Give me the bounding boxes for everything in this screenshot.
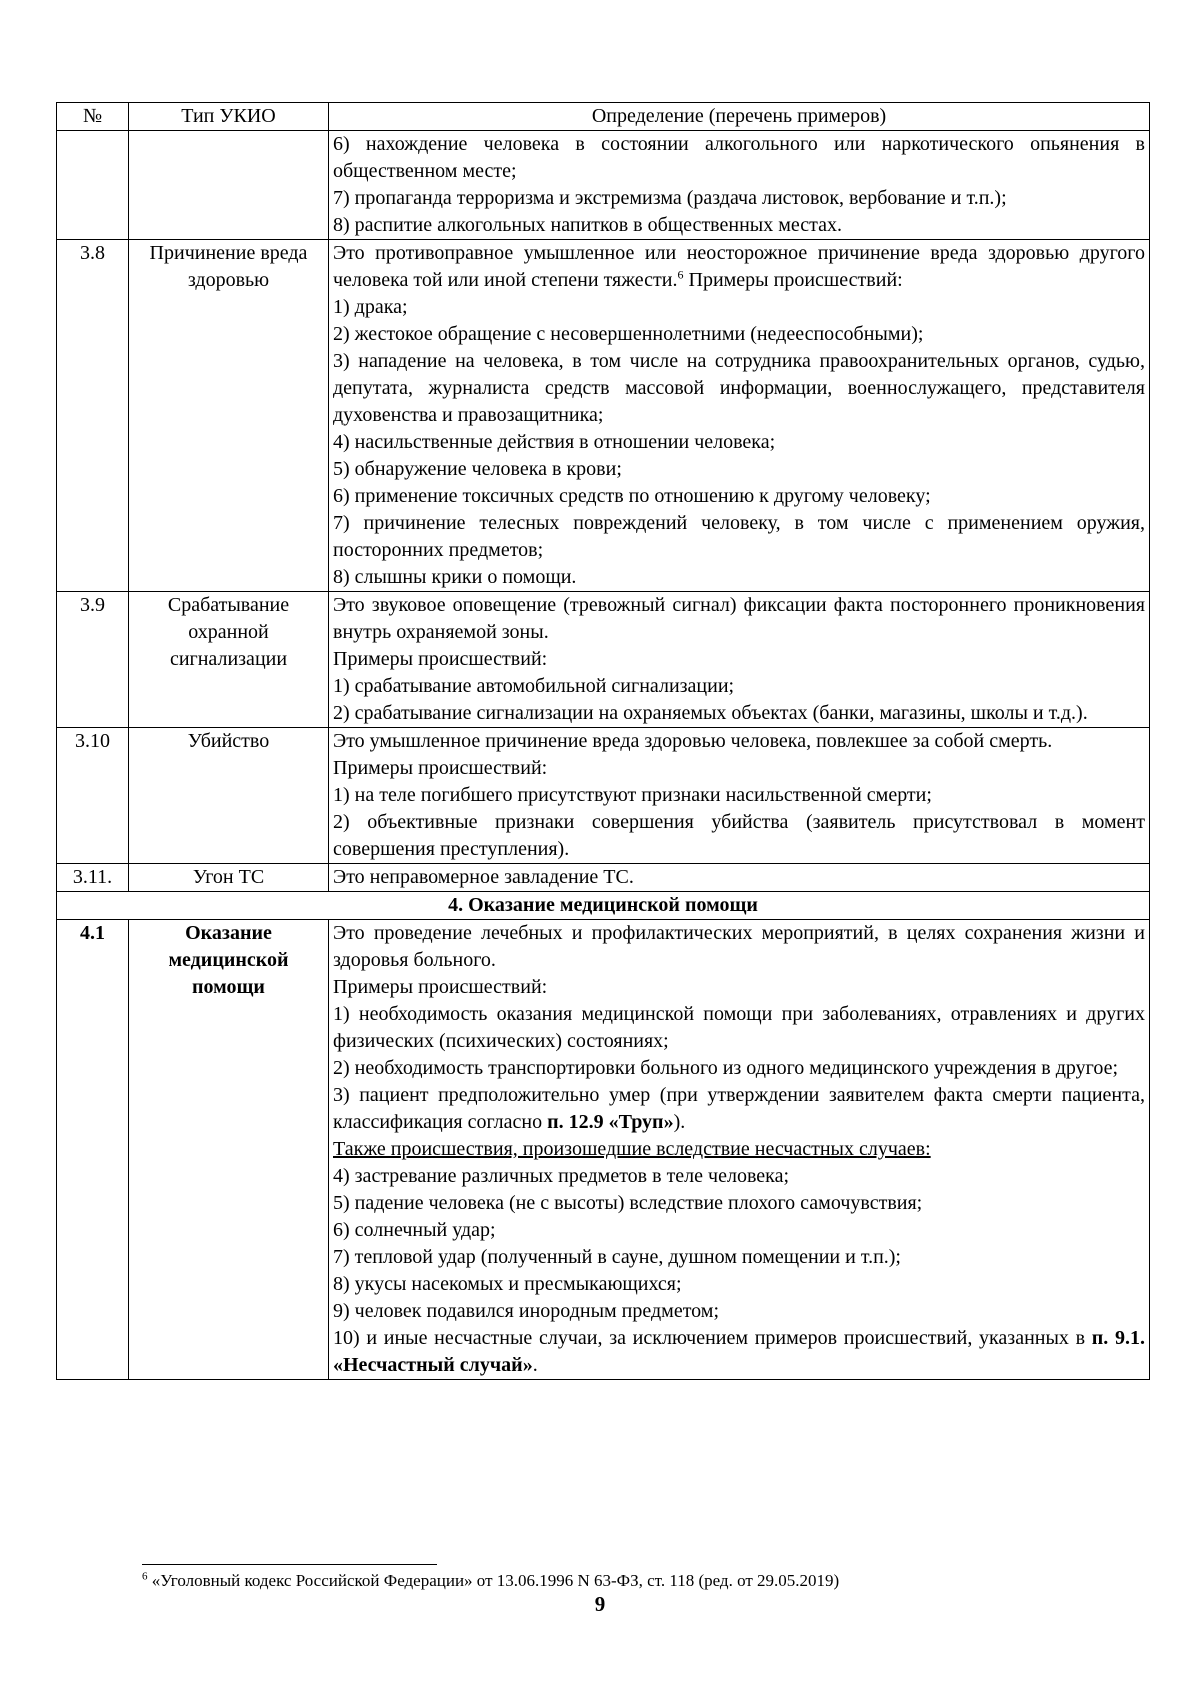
definition-intro: Это проведение лечебных и профилактических мероприятий, в целях сохранения жизни и здоровья больного. [333, 922, 1145, 971]
page-number: 9 [594, 1592, 606, 1616]
list-item: 4) насильственные действия в отношении человека; [333, 431, 776, 453]
list-item: 6) солнечный удар; [333, 1219, 496, 1241]
cross-reference: п. 9.1. «Несчастный случай» [333, 1327, 1146, 1376]
section-title: 4. Оказание медицинской помощи [57, 892, 1150, 920]
footnote-mark: 6 [142, 1570, 148, 1583]
list-item: 9) человек подавился инородным предметом; [333, 1300, 720, 1322]
header-definition: Определение (перечень примеров) [329, 103, 1150, 131]
list-item: 4) застревание различных предметов в теле человека; [333, 1165, 790, 1187]
row-type: Убийство [129, 728, 329, 864]
list-item: 2) необходимость транспортировки больного из одного медицинского учреждения в другое; [333, 1057, 1118, 1079]
row-type: Оказание медицинской помощи [129, 920, 329, 1380]
row-num: 3.10 [57, 728, 129, 864]
row-type: Угон ТС [129, 864, 329, 892]
list-item: 7) причинение телесных повреждений человеку, в том числе с применением оружия, посторонних предметов; [333, 512, 1145, 561]
table-row [57, 728, 1150, 864]
ukio-table [56, 102, 1150, 1380]
list-item: 5) падение человека (не с высоты) вследствие плохого самочувствия; [333, 1192, 923, 1214]
row-num: 4.1 [57, 920, 129, 1380]
list-item: 6) применение токсичных средств по отношению к другому человеку; [333, 485, 931, 507]
table-row [57, 920, 1150, 1380]
row-definition [329, 131, 1150, 240]
row-type: Срабатывание охранной сигнализации [129, 592, 329, 728]
list-item: 1) на теле погибшего присутствуют признаки насильственной смерти; [333, 784, 932, 806]
definition-intro: Это звуковое оповещение (тревожный сигнал) фиксации факта постороннего проникновения внутрь охраняемой зоны. [333, 594, 1145, 643]
definition-intro: Это противоправное умышленное или неосторожное причинение вреда здоровью другого человека той или иной степени тяжести.$^6$ Примеры происшествий: [333, 242, 1145, 291]
list-item: 8) слышны крики о помощи. [333, 566, 577, 588]
list-item: 3) пациент предположительно умер (при утверждении заявителем факта смерти пациента, классификация согласно п. 12.9 «Труп»). [333, 1084, 1145, 1133]
list-item: 6) нахождение человека в состоянии алкогольного или наркотического опьянения в общественном месте; [333, 133, 1145, 182]
footnote [142, 1570, 1142, 1592]
table-row [57, 864, 1150, 892]
list-item: 1) срабатывание автомобильной сигнализации; [333, 675, 735, 697]
header-type: Тип УКИО [129, 103, 329, 131]
list-item: 1) драка; [333, 296, 408, 318]
list-item: 7) тепловой удар (полученный в сауне, душном помещении и т.п.); [333, 1246, 901, 1268]
list-item: 2) объективные признаки совершения убийства (заявитель присутствовал в момент совершения преступления). [333, 811, 1145, 860]
list-item: 2) жестокое обращение с несовершеннолетними (недееспособными); [333, 323, 924, 345]
table-row [57, 240, 1150, 592]
row-num: 3.9 [57, 592, 129, 728]
row-definition [329, 592, 1150, 728]
header-num: № [57, 103, 129, 131]
list-item: 2) срабатывание сигнализации на охраняемых объектах (банки, магазины, школы и т.д.). [333, 702, 1088, 724]
row-num: 3.11. [57, 864, 129, 892]
list-item: 3) нападение на человека, в том числе на сотрудника правоохранительных органов, судью, депутата, журналиста средств массовой информации, военнослужащего, представителя духовенства и правозащитника; [333, 350, 1145, 426]
row-definition [329, 920, 1150, 1380]
footnote-divider [142, 1564, 437, 1565]
row-definition [329, 864, 1150, 892]
row-type: Причинение вреда здоровью [129, 240, 329, 592]
row-definition [329, 728, 1150, 864]
examples-label: Примеры происшествий: [333, 976, 548, 998]
list-item: 8) укусы насекомых и пресмыкающихся; [333, 1273, 682, 1295]
footnote-reference[interactable]: 6 [677, 267, 684, 282]
examples-label: Примеры происшествий: [333, 757, 548, 779]
footnote-text: «Уголовный кодекс Российской Федерации» от 13.06.1996 N 63-ФЗ, ст. 118 (ред. от 29.05.2019) [147, 1571, 840, 1590]
section-row [57, 892, 1150, 920]
list-item: 8) распитие алкогольных напитков в общественных местах. [333, 214, 842, 236]
document-page [56, 102, 1149, 1380]
definition-intro: Это умышленное причинение вреда здоровью человека, повлекшее за собой смерть. [333, 730, 1053, 752]
cross-reference: п. 12.9 «Труп» [547, 1111, 674, 1133]
table-header-row [57, 103, 1150, 131]
list-item: 1) необходимость оказания медицинской помощи при заболеваниях, отравлениях и других физических (психических) состояниях; [333, 1003, 1145, 1052]
definition-intro: Это неправомерное завладение ТС. [333, 866, 634, 888]
also-label: Также происшествия, произошедшие вследствие несчастных случаев: [333, 1138, 931, 1160]
row-num: 3.8 [57, 240, 129, 592]
row-num [57, 131, 129, 240]
examples-label: Примеры происшествий: [333, 648, 548, 670]
list-item: 10) и иные несчастные случаи, за исключением примеров происшествий, указанных в п. 9.1. «Несчастный случай». [333, 1327, 1146, 1376]
table-row [57, 131, 1150, 240]
row-definition [329, 240, 1150, 592]
row-type [129, 131, 329, 240]
list-item: 7) пропаганда терроризма и экстремизма (раздача листовок, вербование и т.п.); [333, 187, 1007, 209]
list-item: 5) обнаружение человека в крови; [333, 458, 622, 480]
table-row [57, 592, 1150, 728]
